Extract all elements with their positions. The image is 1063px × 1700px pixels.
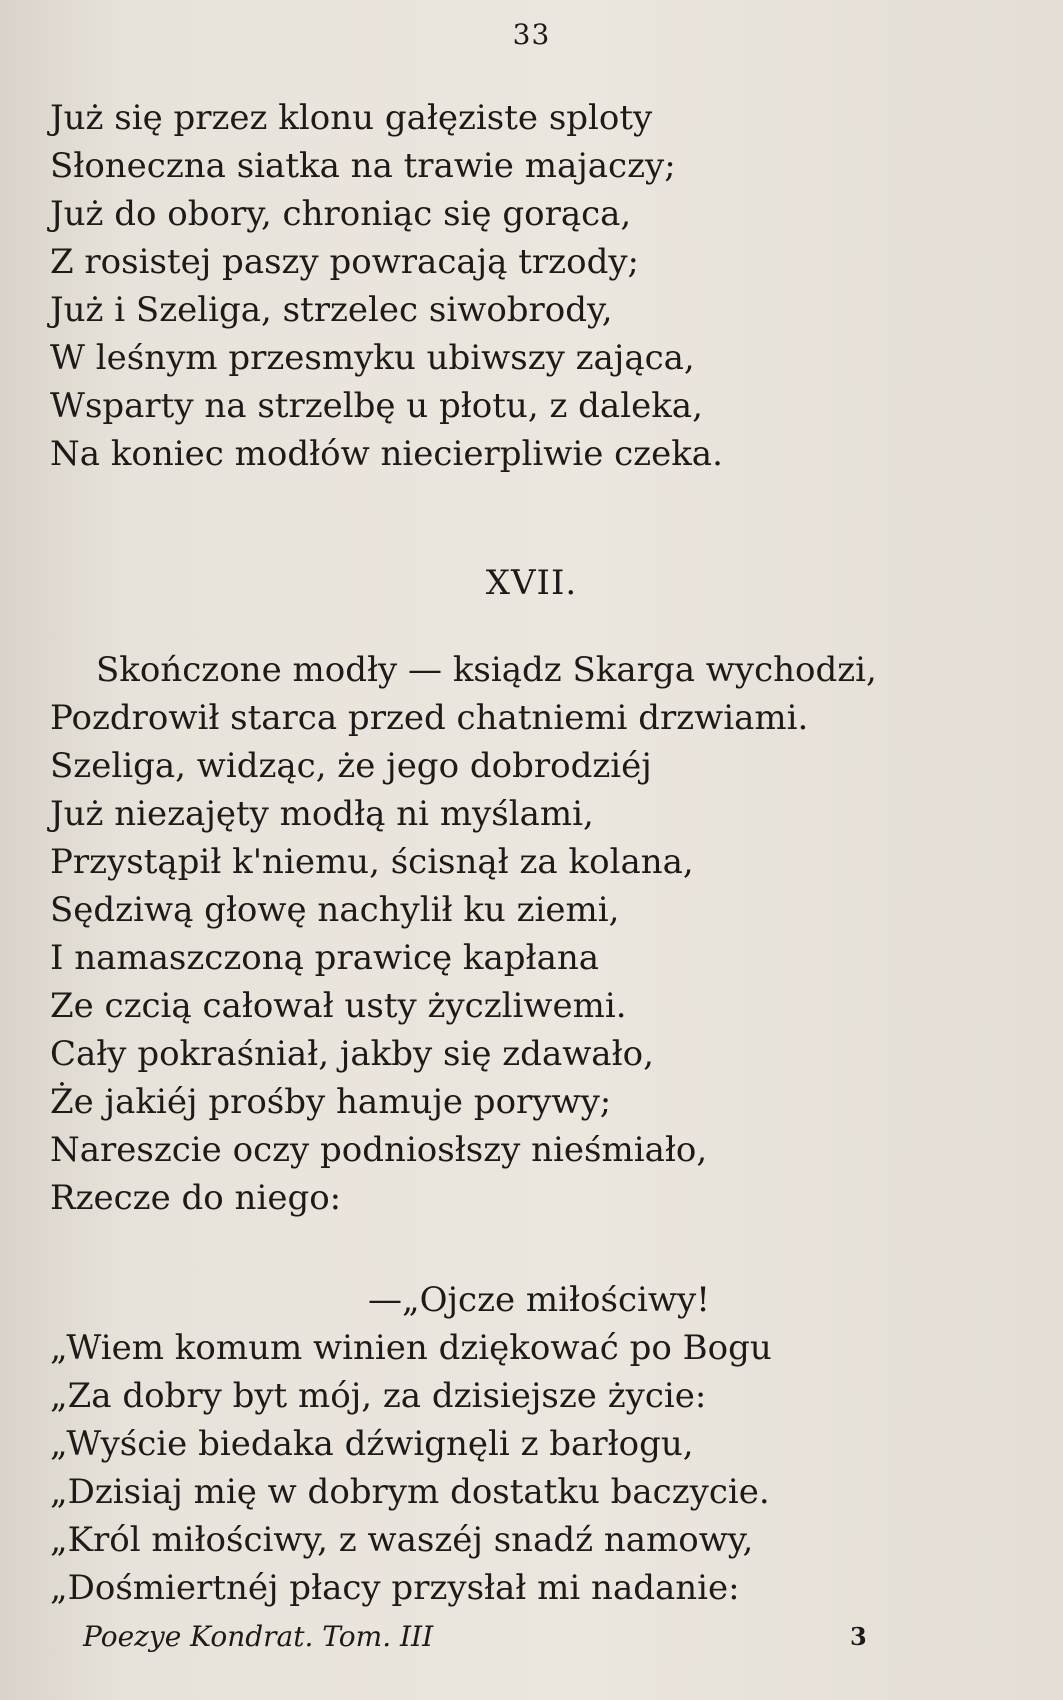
verse-line: —„Ojcze miłościwy!: [368, 1280, 710, 1320]
verse-line: „Za dobry byt mój, za dzisiejsze życie:: [50, 1376, 707, 1416]
verse-line: Z rosistej paszy powracają trzody;: [50, 242, 639, 282]
verse-line: I namaszczoną prawicę kapłana: [50, 938, 600, 978]
verse-line: Że jakiéj prośby hamuje porywy;: [50, 1082, 612, 1122]
page-number: 33: [512, 18, 551, 51]
signature-number: 3: [850, 1622, 867, 1651]
verse-line: „Wyście biedaka dźwignęli z barłogu,: [50, 1424, 694, 1464]
section-heading: XVII.: [485, 563, 578, 603]
verse-line: Przystąpił k'niemu, ścisnął za kolana,: [50, 842, 694, 882]
stanza-1: [50, 94, 950, 478]
footer-title: Poezye Kondrat. Tom. III: [83, 1620, 434, 1653]
verse-line: Cały pokraśniał, jakby się zdawało,: [50, 1034, 654, 1074]
verse-line: W leśnym przesmyku ubiwszy zająca,: [50, 338, 695, 378]
verse-line: Na koniec modłów niecierpliwie czeka.: [50, 434, 723, 474]
verse-line: Pozdrowił starca przed chatniemi drzwiami.: [50, 698, 809, 738]
verse-line: Skończone modły — ksiądz Skarga wychodzi,: [96, 650, 877, 690]
verse-line: Nareszcie oczy podniosłszy nieśmiało,: [50, 1130, 708, 1170]
stanza-3: [50, 1276, 950, 1612]
verse-line: Słoneczna siatka na trawie majaczy;: [50, 146, 676, 186]
verse-line: Szeliga, widząc, że jego dobrodziéj: [50, 746, 652, 786]
verse-line: Już do obory, chroniąc się gorąca,: [50, 194, 632, 234]
verse-line: „Dzisiaj mię w dobrym dostatku baczycie.: [50, 1472, 770, 1512]
verse-line: „Wiem komum winien dziękować po Bogu: [50, 1328, 772, 1368]
verse-line: Już i Szeliga, strzelec siwobrody,: [50, 290, 613, 330]
verse-line: Już niezajęty modłą ni myślami,: [50, 794, 594, 834]
stanza-2: [50, 646, 950, 1222]
verse-line: Sędziwą głowę nachylił ku ziemi,: [50, 890, 620, 930]
verse-line: Już się przez klonu gałęziste sploty: [50, 98, 653, 138]
verse-line: Wsparty na strzelbę u płotu, z daleka,: [50, 386, 703, 426]
verse-line: Ze czcią całował usty życzliwemi.: [50, 986, 627, 1026]
verse-line: „Król miłościwy, z waszéj snadź namowy,: [50, 1520, 754, 1560]
verse-line: Rzecze do niego:: [50, 1178, 342, 1218]
verse-line: „Dośmiertnéj płacy przysłał mi nadanie:: [50, 1568, 740, 1608]
